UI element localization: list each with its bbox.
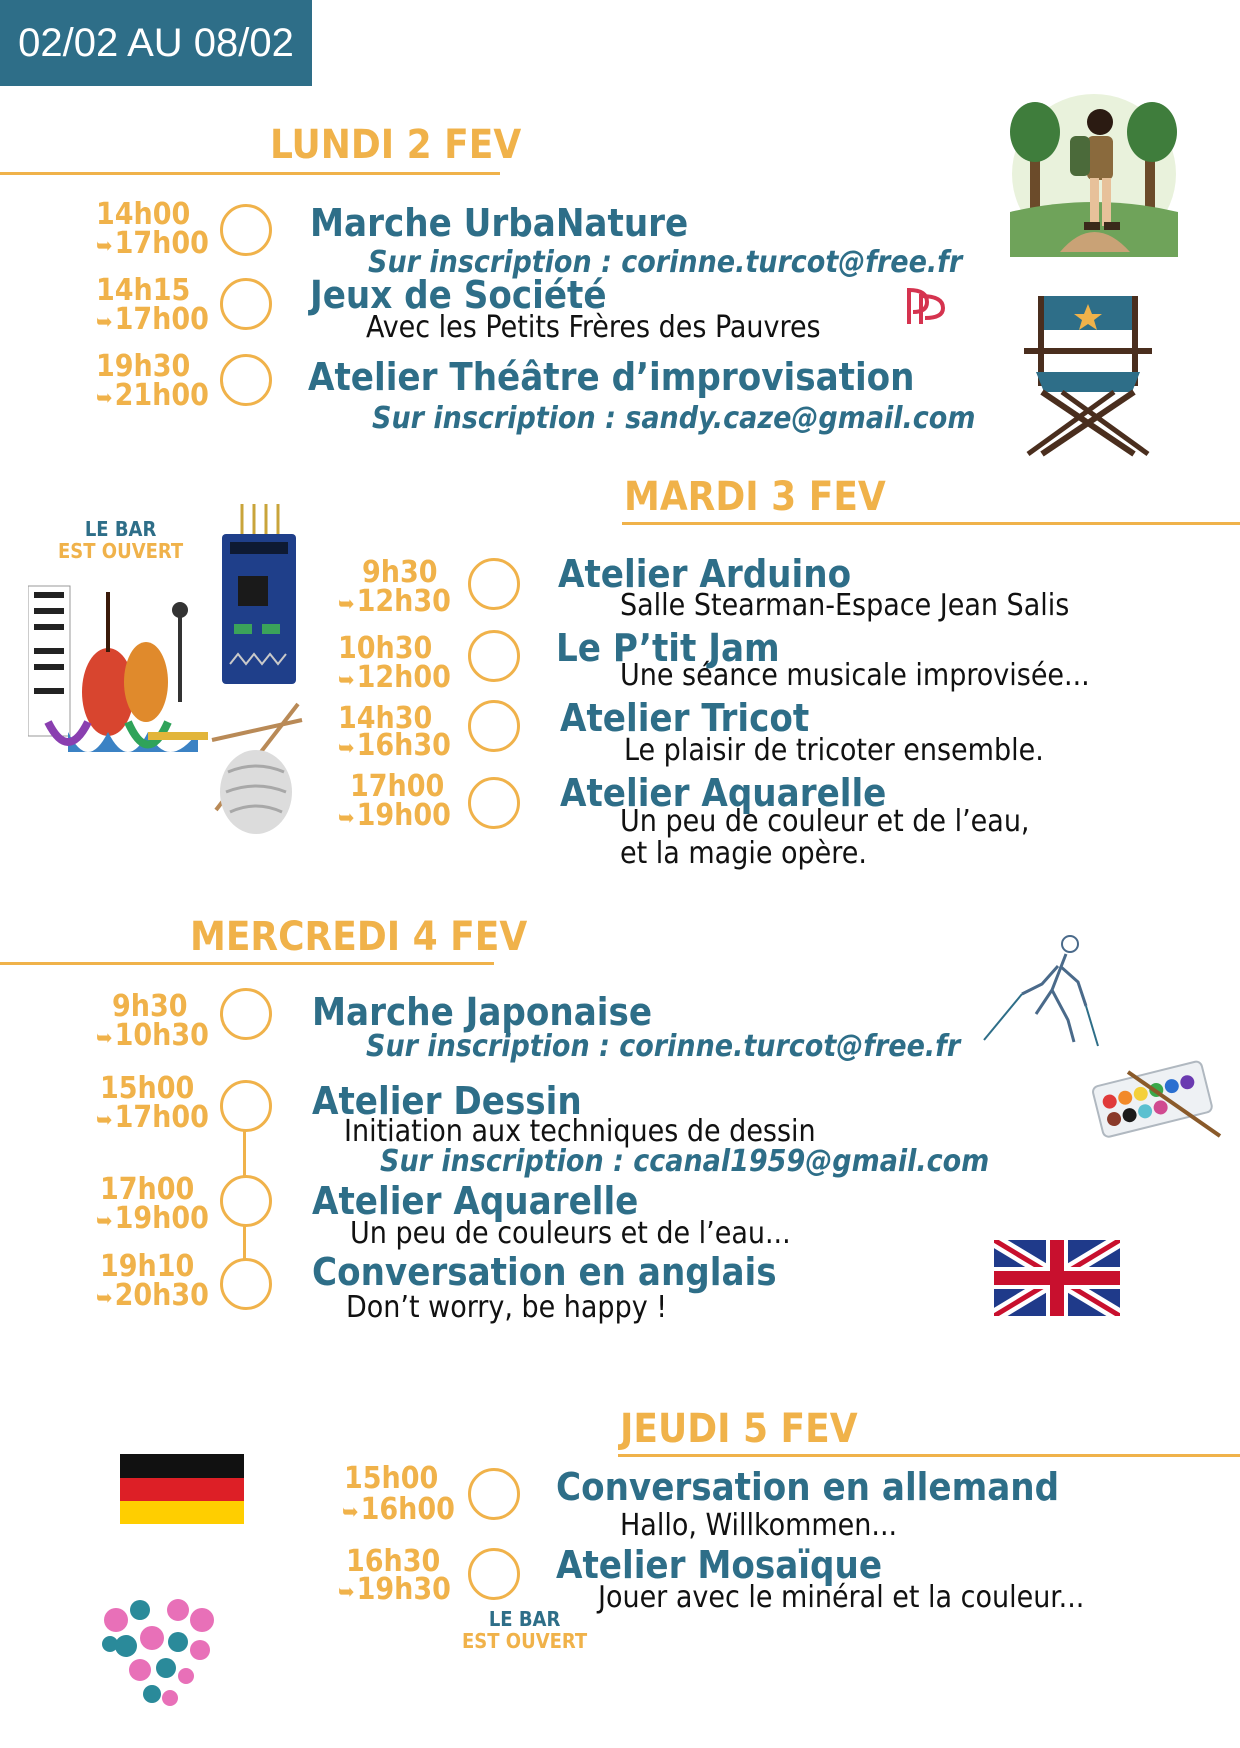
event-registration: Sur inscription : corinne.turcot@free.fr bbox=[368, 245, 963, 280]
bar-open-label: LE BAR EST OUVERT bbox=[58, 517, 184, 563]
event-end-time: ➥ 12h30 bbox=[338, 587, 451, 620]
day-rule-wednesday bbox=[0, 962, 494, 965]
event-end-time: ➥ 17h00 bbox=[96, 1103, 209, 1136]
knitting-icon bbox=[206, 700, 308, 840]
germany-flag bbox=[120, 1454, 244, 1524]
petits-freres-logo bbox=[903, 282, 949, 328]
watercolor-palette-icon bbox=[1092, 1052, 1222, 1142]
timeline-dot bbox=[220, 278, 272, 330]
event-registration: Sur inscription : ccanal1959@gmail.com bbox=[380, 1144, 990, 1179]
timeline-dot bbox=[468, 777, 520, 829]
event-title: Atelier Aquarelle bbox=[560, 771, 887, 815]
timeline-dot bbox=[220, 354, 272, 406]
event-end-time: ➥ 12h00 bbox=[338, 663, 451, 696]
timeline-dot bbox=[220, 988, 272, 1040]
day-rule-thursday bbox=[618, 1454, 1240, 1457]
event-title: Atelier Mosaïque bbox=[556, 1543, 883, 1587]
arduino-board-icon bbox=[222, 504, 296, 684]
timeline-dot bbox=[220, 1175, 272, 1227]
uk-flag bbox=[994, 1240, 1120, 1316]
timeline-dot bbox=[220, 1258, 272, 1310]
event-end-time: ➥ 21h00 bbox=[96, 381, 209, 414]
event-title: Jeux de Société bbox=[310, 273, 607, 317]
event-start-time: 9h30 bbox=[112, 989, 188, 1024]
event-end-time: ➥ 17h00 bbox=[96, 305, 209, 338]
event-description: Salle Stearman-Espace Jean Salis bbox=[620, 588, 1070, 623]
event-title: Atelier Théâtre d’improvisation bbox=[308, 355, 915, 399]
event-start-time: 10h30 bbox=[338, 631, 433, 666]
event-description-line2: et la magie opère. bbox=[620, 836, 867, 871]
event-start-time: 14h00 bbox=[96, 197, 191, 232]
event-title: Marche Japonaise bbox=[312, 990, 653, 1034]
period-banner: 02/02 AU 08/02 bbox=[0, 0, 312, 86]
hiker-illustration bbox=[1010, 92, 1178, 257]
day-heading-monday: LUNDI 2 FEV bbox=[270, 122, 522, 168]
event-registration: Sur inscription : sandy.caze@gmail.com bbox=[372, 401, 976, 436]
event-registration: Sur inscription : corinne.turcot@free.fr bbox=[366, 1029, 961, 1064]
event-end-time: ➥ 10h30 bbox=[96, 1021, 209, 1054]
timeline-dot bbox=[468, 558, 520, 610]
timeline-dot bbox=[468, 1468, 520, 1520]
event-start-time: 9h30 bbox=[362, 555, 438, 590]
bar-open-label: LE BAR EST OUVERT bbox=[462, 1607, 588, 1653]
event-start-time: 17h00 bbox=[100, 1172, 195, 1207]
event-title: Conversation en anglais bbox=[312, 1250, 777, 1294]
event-end-time: ➥ 19h00 bbox=[338, 801, 451, 834]
event-start-time: 15h00 bbox=[100, 1071, 195, 1106]
day-rule-monday bbox=[0, 172, 500, 175]
event-description: Le plaisir de tricoter ensemble. bbox=[624, 733, 1044, 768]
event-start-time: 16h30 bbox=[346, 1544, 441, 1579]
event-title: Marche UrbaNature bbox=[310, 201, 689, 245]
day-heading-wednesday: MERCREDI 4 FEV bbox=[190, 914, 528, 960]
event-description: Don’t worry, be happy ! bbox=[346, 1290, 668, 1325]
event-start-time: 14h15 bbox=[96, 273, 191, 308]
event-description: Jouer avec le minéral et la couleur... bbox=[598, 1580, 1085, 1615]
event-description: Initiation aux techniques de dessin bbox=[344, 1114, 816, 1149]
event-start-time: 19h10 bbox=[100, 1249, 195, 1284]
event-end-time: ➥ 19h30 bbox=[338, 1575, 451, 1608]
event-start-time: 15h00 bbox=[344, 1461, 439, 1496]
event-title: Atelier Aquarelle bbox=[312, 1179, 639, 1223]
event-end-time: ➥ 16h00 bbox=[342, 1495, 455, 1528]
event-end-time: ➥ 20h30 bbox=[96, 1281, 209, 1314]
event-description: Avec les Petits Frères des Pauvres bbox=[366, 310, 821, 345]
day-heading-thursday: JEUDI 5 FEV bbox=[620, 1406, 858, 1452]
day-heading-tuesday: MARDI 3 FEV bbox=[624, 474, 886, 520]
event-end-time: ➥ 16h30 bbox=[338, 731, 451, 764]
event-title: Atelier Arduino bbox=[558, 552, 852, 596]
event-title: Le P’tit Jam bbox=[556, 626, 780, 670]
event-description: Un peu de couleurs et de l’eau... bbox=[350, 1216, 791, 1251]
timeline-dot bbox=[468, 1548, 520, 1600]
directors-chair-icon bbox=[1022, 292, 1154, 458]
event-start-time: 14h30 bbox=[338, 701, 433, 736]
timeline-dot bbox=[468, 700, 520, 752]
event-title: Atelier Dessin bbox=[312, 1079, 582, 1123]
event-end-time: ➥ 19h00 bbox=[96, 1204, 209, 1237]
day-rule-tuesday bbox=[622, 522, 1240, 525]
event-description: Un peu de couleur et de l’eau, bbox=[620, 804, 1030, 839]
event-start-time: 19h30 bbox=[96, 349, 191, 384]
mosaic-heart-icon bbox=[86, 1580, 232, 1726]
timeline-dot bbox=[220, 1080, 272, 1132]
event-start-time: 17h00 bbox=[350, 769, 445, 804]
event-description: Une séance musicale improvisée... bbox=[620, 658, 1090, 693]
event-title: Atelier Tricot bbox=[560, 696, 810, 740]
event-description: Hallo, Willkommen... bbox=[620, 1508, 898, 1543]
event-title: Conversation en allemand bbox=[556, 1465, 1060, 1509]
nordic-walker-icon bbox=[982, 932, 1102, 1050]
timeline-dot bbox=[468, 630, 520, 682]
music-instruments-illustration bbox=[28, 582, 208, 772]
event-end-time: ➥ 17h00 bbox=[96, 229, 209, 262]
timeline-dot bbox=[220, 204, 272, 256]
